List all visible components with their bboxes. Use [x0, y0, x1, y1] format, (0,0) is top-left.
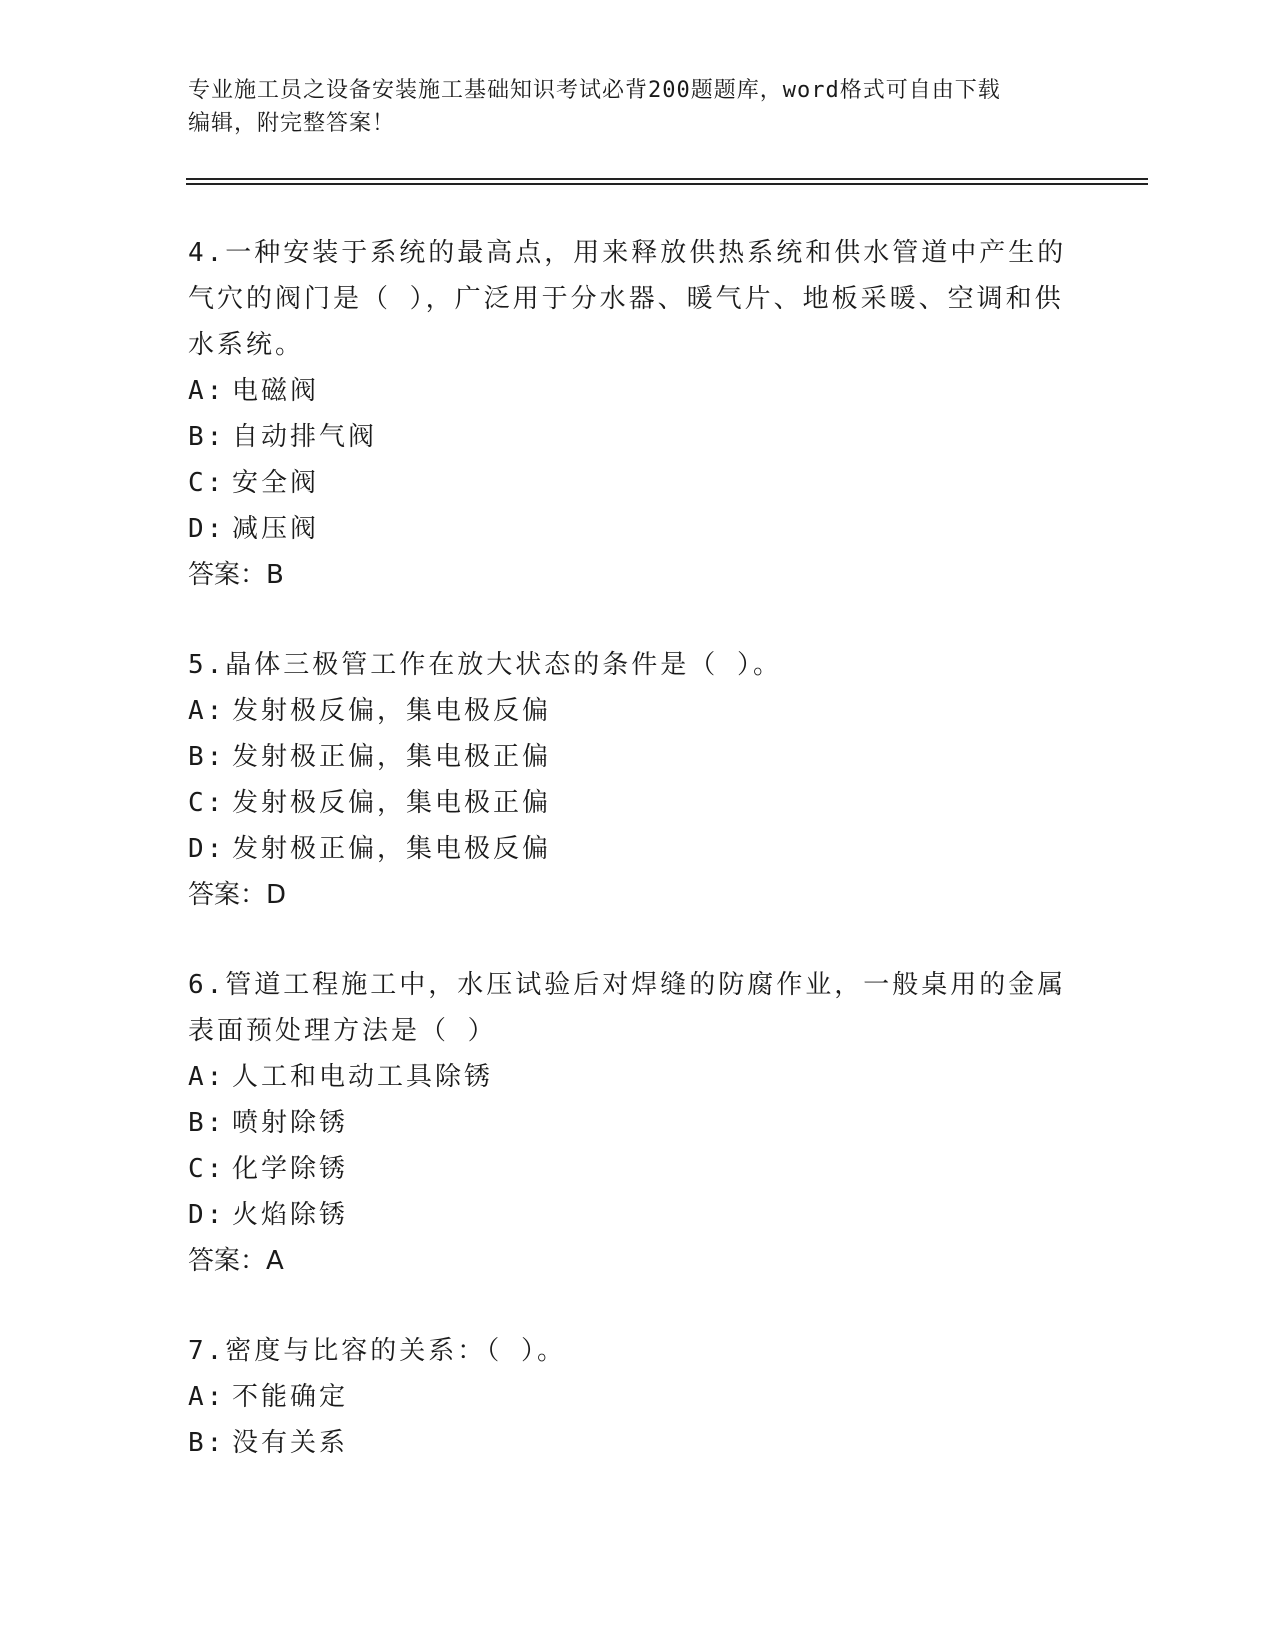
answer-line [188, 872, 1088, 918]
question-text-line: 6.管道工程施工中，水压试验后对焊缝的防腐作业，一般桌用的金属 [188, 970, 1067, 1000]
question-list [188, 230, 1088, 1510]
option-row [188, 1192, 1088, 1238]
option-text: 减压阀 [232, 514, 320, 544]
header-line-2: 编辑，附完整答案！ [188, 111, 396, 136]
option-key: B: [188, 742, 226, 772]
question-block [188, 1328, 1088, 1466]
answer-line [188, 552, 1088, 598]
option-row [188, 688, 1088, 734]
option-key: D: [188, 834, 226, 864]
option-key: A: [188, 1382, 226, 1412]
option-text: 不能确定 [232, 1382, 349, 1412]
header-divider-bottom [186, 183, 1148, 185]
question-block [188, 962, 1088, 1284]
answer-label: 答案： [188, 560, 267, 590]
option-key: C: [188, 1154, 226, 1184]
header-divider-top [186, 178, 1148, 180]
option-key: B: [188, 1428, 226, 1458]
option-text: 发射极反偏，集电极反偏 [232, 696, 552, 726]
option-row [188, 1374, 1088, 1420]
question-text-line: 5.晶体三极管工作在放大状态的条件是（ ）。 [188, 650, 782, 680]
question-text-line: 7.密度与比容的关系：（ ）。 [188, 1336, 566, 1366]
option-key: B: [188, 422, 226, 452]
question-block [188, 642, 1088, 918]
question-text-line: 水系统。 [188, 330, 305, 360]
document-header [188, 74, 1088, 140]
option-row [188, 1420, 1088, 1466]
answer-value: B [266, 560, 284, 590]
option-text: 人工和电动工具除锈 [232, 1062, 494, 1092]
option-row [188, 506, 1088, 552]
option-row [188, 1146, 1088, 1192]
option-text: 电磁阀 [232, 376, 320, 406]
option-text: 发射极正偏，集电极反偏 [232, 834, 552, 864]
option-row [188, 826, 1088, 872]
option-key: C: [188, 788, 226, 818]
question-text-line: 4.一种安装于系统的最高点，用来释放供热系统和供水管道中产生的 [188, 238, 1067, 268]
option-row [188, 780, 1088, 826]
answer-label: 答案： [188, 880, 267, 910]
option-key: A: [188, 376, 226, 406]
option-text: 安全阀 [232, 468, 320, 498]
option-text: 自动排气阀 [232, 422, 378, 452]
header-line-1: 专业施工员之设备安装施工基础知识考试必背200题题库，word格式可自由下载 [188, 78, 1001, 103]
answer-label: 答案： [188, 1246, 267, 1276]
option-row [188, 414, 1088, 460]
answer-line [188, 1238, 1088, 1284]
option-text: 喷射除锈 [232, 1108, 349, 1138]
option-key: D: [188, 1200, 226, 1230]
option-key: A: [188, 1062, 226, 1092]
option-row [188, 734, 1088, 780]
option-row [188, 368, 1088, 414]
option-text: 没有关系 [232, 1428, 349, 1458]
answer-value: D [266, 880, 287, 910]
option-key: D: [188, 514, 226, 544]
option-row [188, 1054, 1088, 1100]
option-text: 火焰除锈 [232, 1200, 349, 1230]
question-text-line: 气穴的阀门是（ ），广泛用于分水器、暖气片、地板采暖、空调和供 [188, 284, 1064, 314]
option-key: C: [188, 468, 226, 498]
option-text: 发射极反偏，集电极正偏 [232, 788, 552, 818]
option-key: A: [188, 696, 226, 726]
question-text-line: 表面预处理方法是（ ） [188, 1016, 497, 1046]
answer-value: A [266, 1246, 284, 1276]
option-text: 发射极正偏，集电极正偏 [232, 742, 552, 772]
option-text: 化学除锈 [232, 1154, 349, 1184]
option-row [188, 460, 1088, 506]
question-block [188, 230, 1088, 598]
option-row [188, 1100, 1088, 1146]
option-key: B: [188, 1108, 226, 1138]
